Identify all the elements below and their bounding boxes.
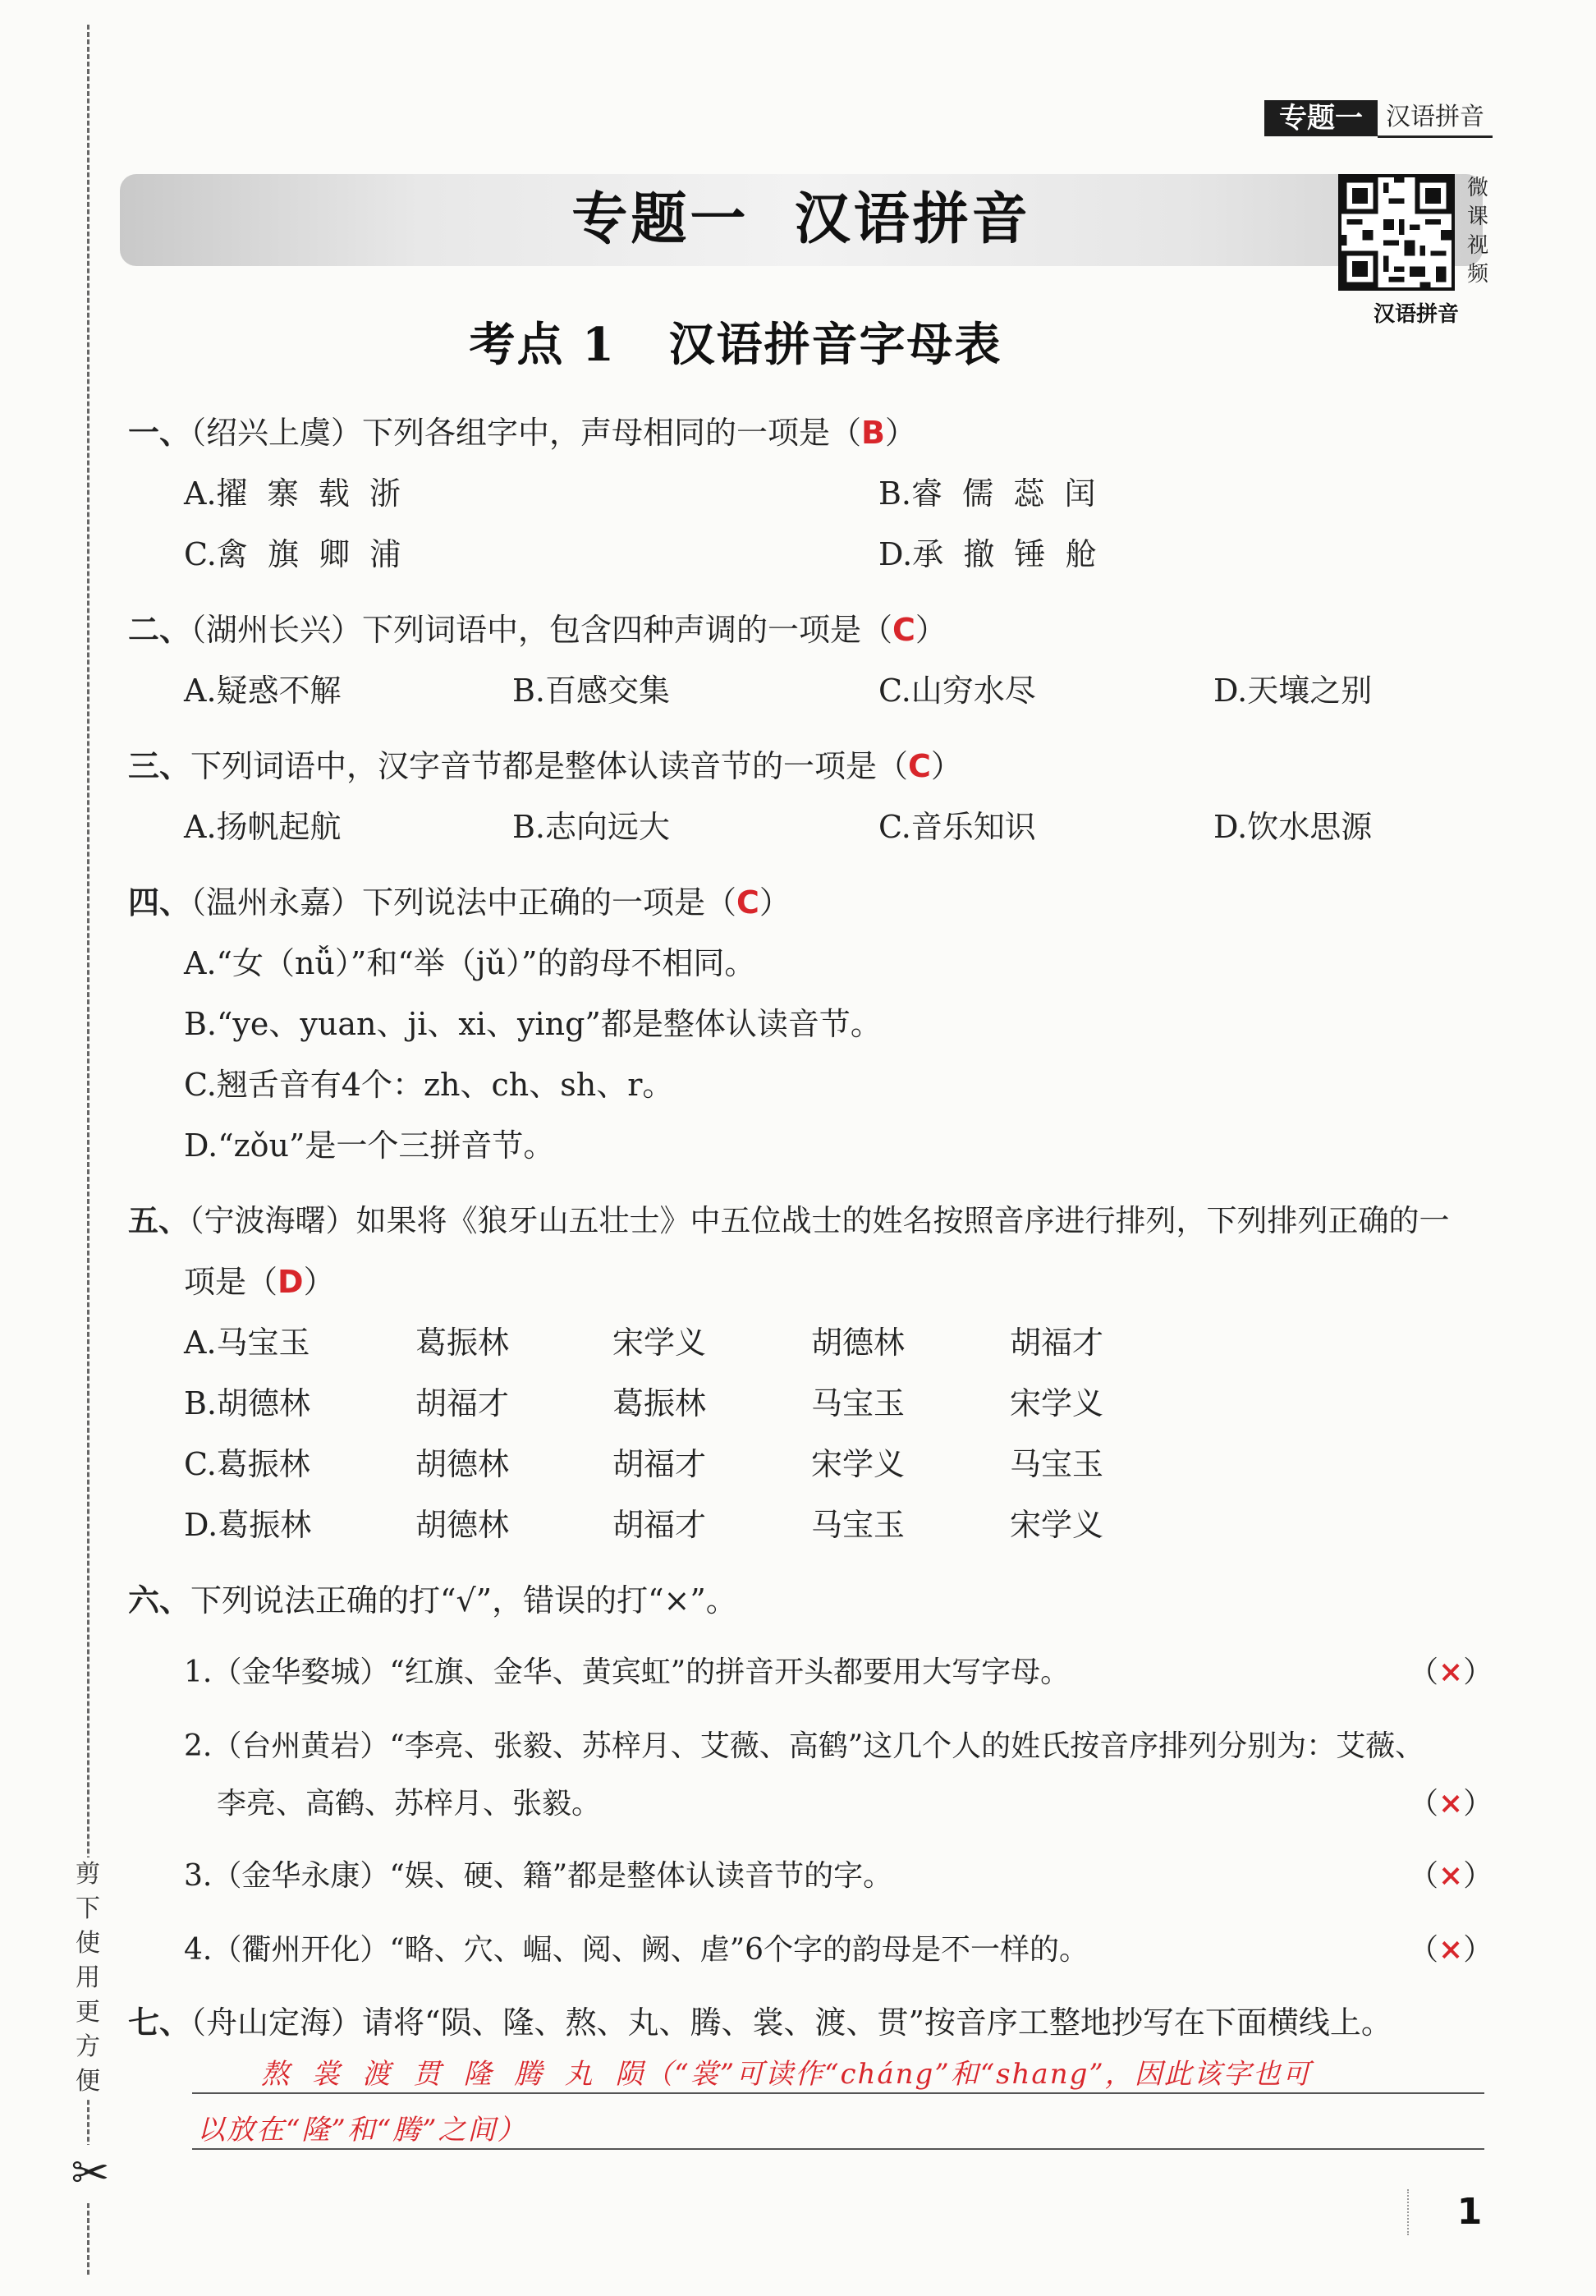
question-text: （舟山定海）请将“陨、隆、熬、丸、腾、裳、渡、贯”按音序工整地抄写在下面横线上。 <box>190 2004 1392 2041</box>
option-name: 胡福才 <box>415 1385 510 1421</box>
writing-line <box>192 2092 1484 2094</box>
option-name: 马宝玉 <box>811 1385 906 1421</box>
writing-line <box>192 2148 1484 2150</box>
question-text: （绍兴上虞）下列各组字中，声母相同的一项是（ <box>190 415 862 451</box>
question-number: 五、 <box>128 1202 189 1238</box>
option-name: 胡福才 <box>612 1507 707 1543</box>
question-number: 二、 <box>128 611 191 648</box>
answer-mark: C <box>908 748 931 784</box>
qr-side-char: 微 <box>1466 176 1488 200</box>
question-number: 七、 <box>128 2004 191 2041</box>
qr-label: 汉语拼音 <box>1373 302 1459 327</box>
judgement-item: 3.（金华永康）“娱、硬、籍”都是整体认读音节的字。 <box>184 1859 893 1893</box>
question-2 <box>128 604 947 650</box>
option-name: 胡德林 <box>811 1325 906 1361</box>
option: C.山穷水尽 <box>878 673 1036 709</box>
answer-mark: × <box>1438 1858 1464 1893</box>
option: C.音乐知识 <box>878 809 1036 845</box>
answer-mark: D <box>277 1264 304 1300</box>
question-suffix: ） <box>885 415 917 451</box>
option: C.翘舌音有4个：zh、ch、sh、r。 <box>184 1067 674 1103</box>
question-suffix: ） <box>930 748 962 784</box>
option-name: 胡德林 <box>415 1446 510 1482</box>
option: B.志向远大 <box>512 809 671 845</box>
qr-side-char: 课 <box>1466 204 1488 229</box>
option-name: 胡福才 <box>612 1446 707 1482</box>
cut-instruction <box>67 1857 108 2099</box>
cut-char: 用 <box>76 1963 100 1992</box>
judgement-item: 2.（台州黄岩）“李亮、张毅、苏梓月、艾薇、高鹤”这几个人的姓氏按音序排列分别为：艾薇、 <box>184 1729 1425 1763</box>
option: D.饮水思源 <box>1213 809 1373 845</box>
cut-char: 剪 <box>76 1860 100 1889</box>
option: A.“女（nǚ）”和“举（jǔ）”的韵母不相同。 <box>184 945 756 981</box>
option-name: 胡福才 <box>1010 1325 1104 1361</box>
chapter-tag-title: 汉语拼音 <box>1378 99 1493 138</box>
cut-char: 更 <box>76 1998 100 2027</box>
page-number: 1 <box>1456 2191 1483 2233</box>
section-title: 考点 1 汉语拼音字母表 <box>469 318 1002 372</box>
judgement-item: 4.（衢州开化）“略、穴、崛、阅、阙、虐”6个字的韵母是不一样的。 <box>184 1933 1089 1967</box>
option: D.葛振林 <box>184 1507 312 1543</box>
qr-code-icon[interactable] <box>1338 174 1455 291</box>
answer-mark: × <box>1438 1932 1464 1967</box>
question-text: 项是（ <box>184 1264 278 1300</box>
question-3 <box>128 741 962 786</box>
question-text: 下列说法正确的打“√”，错误的打“×”。 <box>190 1582 737 1619</box>
option-name: 葛振林 <box>415 1325 510 1361</box>
question-suffix: ） <box>303 1264 335 1300</box>
cut-char: 方 <box>76 2032 100 2061</box>
option-name: 宋学义 <box>811 1446 906 1482</box>
question-4 <box>128 877 791 922</box>
judgement-mark: （×） <box>1409 1858 1493 1893</box>
option: C.禽 旗 卿 浦 <box>184 536 401 572</box>
judgement-mark: （×） <box>1409 1932 1493 1967</box>
option-name: 马宝玉 <box>811 1507 906 1543</box>
option: B.百感交集 <box>512 673 671 709</box>
question-1 <box>128 407 916 452</box>
answer-mark: × <box>1438 1655 1464 1689</box>
judgement-item: 1.（金华婺城）“红旗、金华、黄宾虹”的拼音开头都要用大写字母。 <box>184 1655 1071 1689</box>
option: C.葛振林 <box>184 1446 310 1482</box>
answer-mark: C <box>892 612 915 648</box>
option: A.擢 寨 载 浙 <box>184 475 401 512</box>
option-name: 宋学义 <box>1010 1507 1104 1543</box>
question-text: 下列词语中，汉字音节都是整体认读音节的一项是（ <box>190 748 909 784</box>
question-5-continued <box>184 1256 335 1302</box>
question-suffix: ） <box>915 612 947 648</box>
cut-char: 使 <box>76 1929 100 1958</box>
page-number-divider <box>1407 2189 1409 2235</box>
qr-side-char: 视 <box>1466 233 1488 258</box>
question-suffix: ） <box>759 884 791 921</box>
option: B.睿 儒 蕊 闰 <box>878 475 1096 512</box>
option: D.承 撤 锤 舱 <box>878 536 1097 572</box>
question-number: 三、 <box>128 747 191 784</box>
page-title: 专题一 汉语拼音 <box>571 187 1031 252</box>
question-text: （宁波海曙）如果将《狼牙山五壮士》中五位战士的姓名按照音序进行排列，下列排列正确的一 <box>189 1203 1450 1238</box>
qr-side-caption <box>1463 174 1493 289</box>
question-number: 一、 <box>128 414 191 451</box>
option: B.胡德林 <box>184 1385 311 1421</box>
option: D.“zǒu”是一个三拼音节。 <box>184 1127 555 1164</box>
question-6 <box>128 1575 737 1620</box>
handwritten-answer-line-1: 熬 裳 渡 贯 隆 腾 丸 陨（“裳”可读作“cháng”和“shang”，因此该字也可 <box>261 2058 1312 2091</box>
option: A.扬帆起航 <box>184 809 342 845</box>
option-name: 葛振林 <box>612 1385 707 1421</box>
judgement-mark: （×） <box>1409 1786 1493 1821</box>
question-7 <box>128 1997 1392 2042</box>
question-number: 四、 <box>128 884 191 921</box>
handwritten-answer-line-2: 以放在“隆”和“腾”之间） <box>197 2114 527 2147</box>
qr-side-char: 频 <box>1466 262 1488 287</box>
answer-mark: C <box>736 884 759 921</box>
option: A.马宝玉 <box>184 1325 310 1361</box>
option: D.天壤之别 <box>1213 673 1373 709</box>
option-name: 马宝玉 <box>1010 1446 1104 1482</box>
chapter-tag <box>1264 100 1493 136</box>
cut-char: 便 <box>76 2067 100 2096</box>
question-text: （湖州长兴）下列词语中，包含四种声调的一项是（ <box>190 612 893 648</box>
answer-mark: B <box>861 415 885 451</box>
option: A.疑惑不解 <box>184 673 342 709</box>
option-name: 宋学义 <box>1010 1385 1104 1421</box>
question-text: （温州永嘉）下列说法中正确的一项是（ <box>190 884 737 921</box>
judgement-item-continued: 李亮、高鹤、苏梓月、张毅。 <box>217 1787 602 1821</box>
question-number: 六、 <box>128 1582 191 1619</box>
option-name: 胡德林 <box>415 1507 510 1543</box>
judgement-mark: （×） <box>1409 1655 1493 1689</box>
option: B.“ye、yuan、ji、xi、ying”都是整体认读音节。 <box>184 1006 882 1042</box>
option-name: 宋学义 <box>612 1325 707 1361</box>
cut-char: 下 <box>76 1894 100 1923</box>
chapter-tag-number: 专题一 <box>1264 100 1378 136</box>
scissors-icon: ✂ <box>69 2145 112 2202</box>
answer-mark: × <box>1438 1786 1464 1821</box>
question-5 <box>128 1196 1450 1240</box>
